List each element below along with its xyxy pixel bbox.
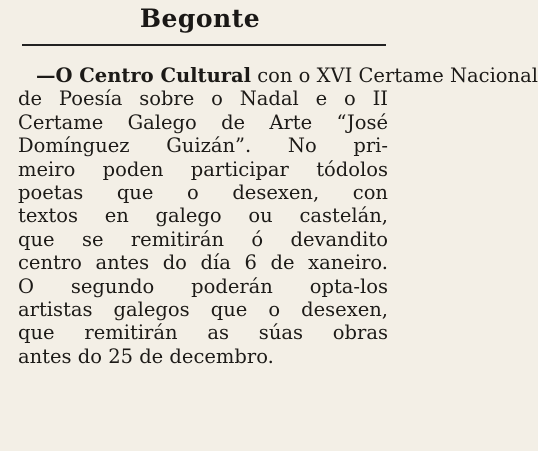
article-line-11: artistas galegos que o desexen, bbox=[18, 297, 388, 321]
article-line-8: que se remitirán ó devandito bbox=[18, 227, 388, 251]
heading-rule bbox=[22, 44, 386, 46]
article-lead: —O Centro Cultural bbox=[36, 64, 252, 87]
article-line-2: de Poesía sobre o Nadal e o II bbox=[18, 87, 388, 111]
article-line-7: textos en galego ou castelán, bbox=[18, 204, 388, 228]
article-line-12: que remitirán as súas obras bbox=[18, 321, 388, 345]
section-heading: Begonte bbox=[139, 4, 261, 33]
article-line-1 bbox=[18, 64, 538, 87]
article-line-1-text: con o XVI Certame Nacional bbox=[251, 64, 538, 87]
article-line-6: poetas que o desexen, con bbox=[18, 180, 388, 204]
article-body bbox=[18, 64, 538, 368]
article-line-4: Domínguez Guizán”. No pri- bbox=[18, 134, 388, 158]
article-line-9: centro antes do día 6 de xaneiro. bbox=[18, 251, 388, 275]
article-line-3: Certame Galego de Arte “José bbox=[18, 110, 388, 134]
article-line-10: O segundo poderán opta-los bbox=[18, 274, 388, 298]
article-line-5: meiro poden participar tódolos bbox=[18, 157, 388, 181]
article-line-13: antes do 25 de decembro. bbox=[18, 344, 274, 368]
